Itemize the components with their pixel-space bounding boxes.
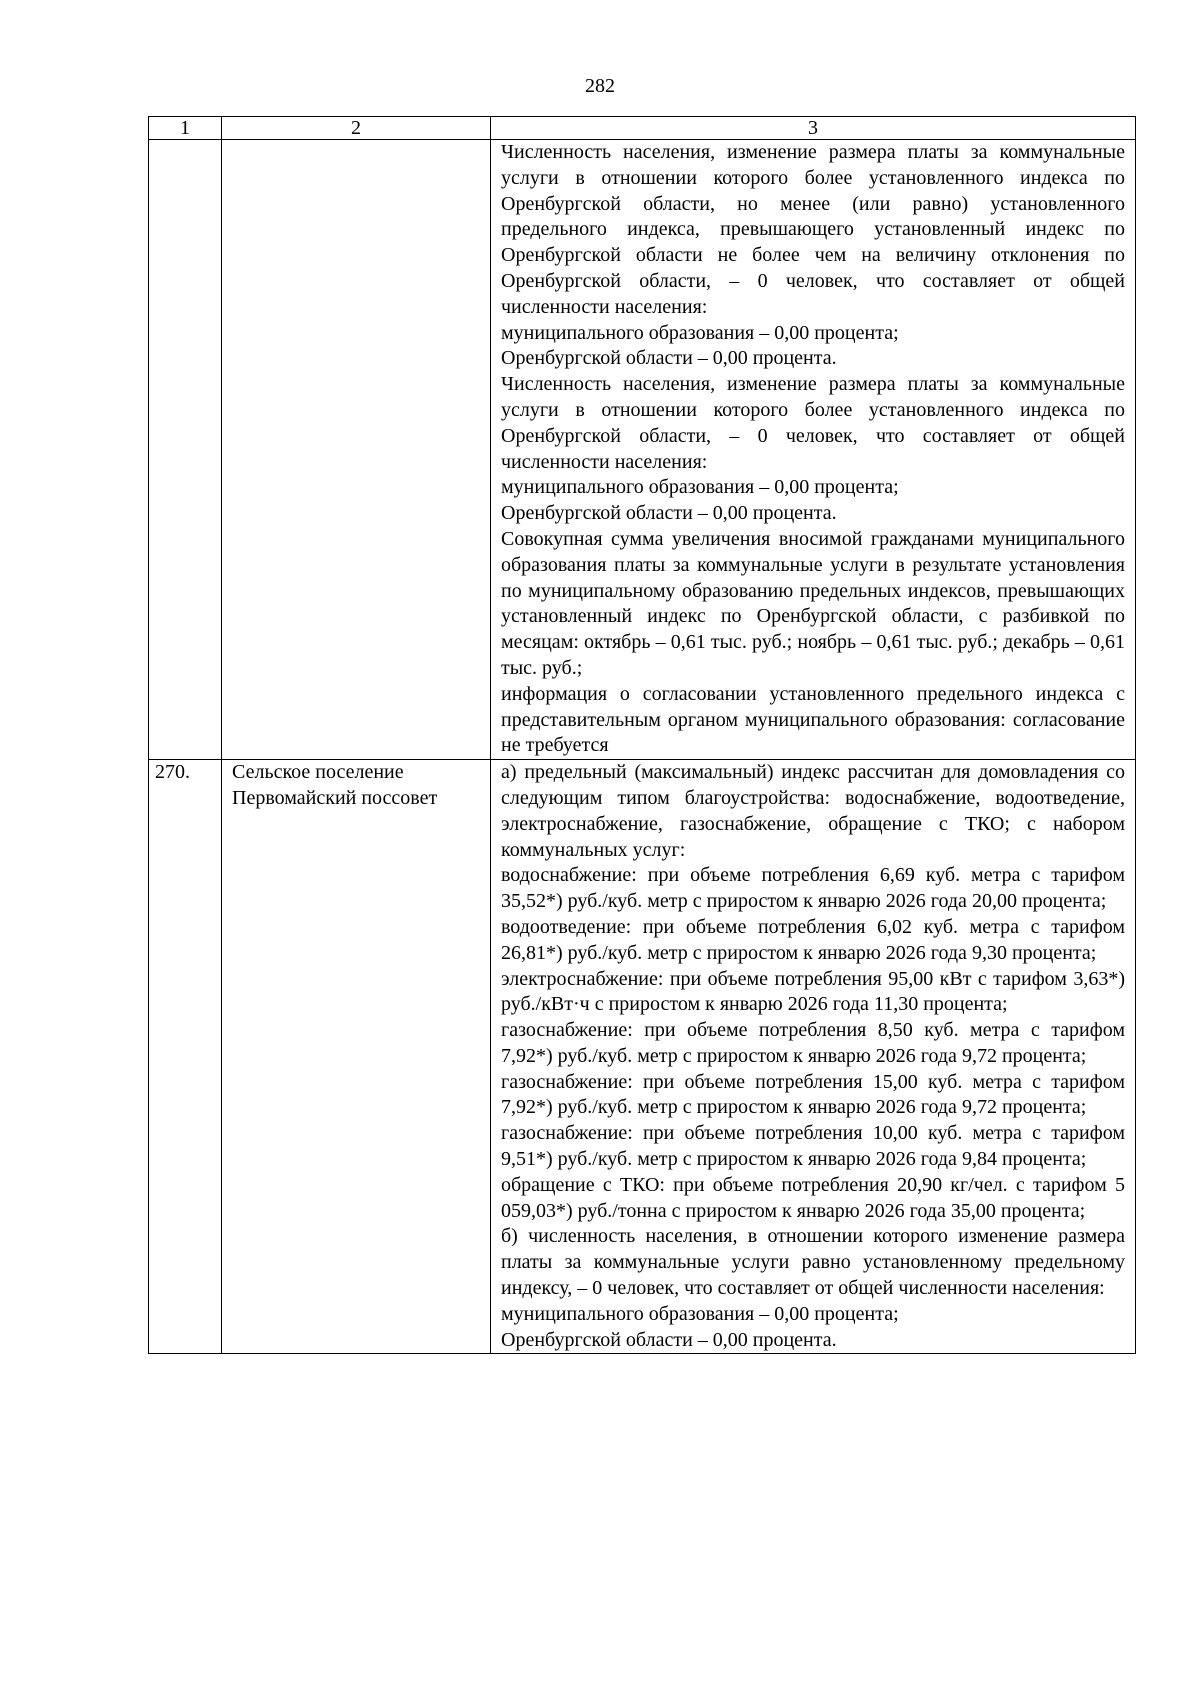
- paragraph: водоснабжение: при объеме потребления 6,69 куб. метра с тарифом 35,52*) руб./куб. метр с приростом к январю 2026 года 20,00 процента;: [501, 864, 1125, 913]
- paragraph: Совокупная сумма увеличения вносимой гражданами муниципального образования платы за коммунальные услуги в результате установления по муниципальному образованию предельных индексов, превышающих установленный индекс по Оренбургской области, с разбивкой по месяцам: октябрь – 0,61 тыс. руб.; ноябрь – 0,61 тыс. руб.; декабрь – 0,61 тыс. руб.;: [501, 527, 1125, 679]
- settlement-name-line-2: Первомайский поссовет: [232, 786, 438, 809]
- paragraph: Оренбургской области – 0,00 процента.: [501, 1328, 837, 1351]
- paragraph: газоснабжение: при объеме потребления 10,00 куб. метра с тарифом 9,51*) руб./куб. метр с приростом к январю 2026 года 9,84 процента;: [501, 1122, 1125, 1171]
- paragraph: газоснабжение: при объеме потребления 8,50 куб. метра с тарифом 7,92*) руб./куб. метр с приростом к январю 2026 года 9,72 процента;: [501, 1019, 1125, 1067]
- row-content-cell: [491, 760, 1136, 1354]
- settlement-name-line-1: Сельское поселение: [232, 761, 404, 784]
- paragraph: Оренбургской области – 0,00 процента.: [501, 502, 837, 525]
- header-col-1: 1: [149, 117, 222, 140]
- paragraph: газоснабжение: при объеме потребления 15,00 куб. метра с тарифом 7,92*) руб./куб. метр с приростом к январю 2026 года 9,72 процента;: [501, 1070, 1125, 1119]
- paragraph: Численность населения, изменение размера платы за коммунальные услуги в отношении которого более установленного индекса по Оренбургской области, – 0 человек, что составляет от общей численности населения:: [501, 373, 1125, 473]
- row-content-cell: [491, 140, 1136, 760]
- paragraph: муниципального образования – 0,00 процента;: [501, 321, 899, 344]
- paragraph: муниципального образования – 0,00 процента;: [501, 1302, 899, 1325]
- paragraph: обращение с ТКО: при объеме потребления 20,90 кг/чел. с тарифом 5 059,03*) руб./тонна с приростом к январю 2026 года 35,00 процента;: [501, 1173, 1125, 1222]
- paragraph: водоотведение: при объеме потребления 6,02 куб. метра с тарифом 26,81*) руб./куб. метр с приростом к январю 2026 года 9,30 процента;: [501, 915, 1125, 964]
- paragraph: Оренбургской области – 0,00 процента.: [501, 347, 837, 370]
- paragraph: муниципального образования – 0,00 процента;: [501, 476, 899, 499]
- row-number-cell: [149, 140, 222, 760]
- header-col-2: 2: [222, 117, 491, 140]
- document-table: [148, 116, 1136, 1354]
- page-number: 282: [585, 75, 615, 97]
- table-row-270: [149, 760, 1136, 1354]
- row-name-cell: [222, 760, 491, 1354]
- paragraph: электроснабжение: при объеме потребления 95,00 кВт с тарифом 3,63*) руб./кВт·ч с приростом к январю 2026 года 11,30 процента;: [501, 967, 1125, 1016]
- paragraph: Численность населения, изменение размера платы за коммунальные услуги в отношении которого более установленного индекса по Оренбургской области, но менее (или равно) установленного предельного индекса, превышающего установленный индекс по Оренбургской области не более чем на величину отклонения по Оренбургской области, – 0 человек, что составляет от общей численности населения:: [501, 141, 1125, 318]
- row-number-cell: 270.: [149, 760, 222, 1354]
- paragraph: а) предельный (максимальный) индекс рассчитан для домовладения со следующим типом благоустройства: водоснабжение, водоотведение, электроснабжение, газоснабжение, обращение с ТКО; с набором коммунальных услуг:: [501, 761, 1125, 861]
- row-name-cell: [222, 140, 491, 760]
- paragraph: б) численность населения, в отношении которого изменение размера платы за коммунальные услуги равно установленному предельному индексу, – 0 человек, что составляет от общей численности населения:: [501, 1225, 1125, 1300]
- table-header-row: [149, 117, 1136, 140]
- table-row-continued: [149, 140, 1136, 760]
- header-col-3: 3: [491, 117, 1136, 140]
- paragraph: информация о согласовании установленного предельного индекса с представительным органом муниципального образования: согласование не требуется: [501, 682, 1125, 757]
